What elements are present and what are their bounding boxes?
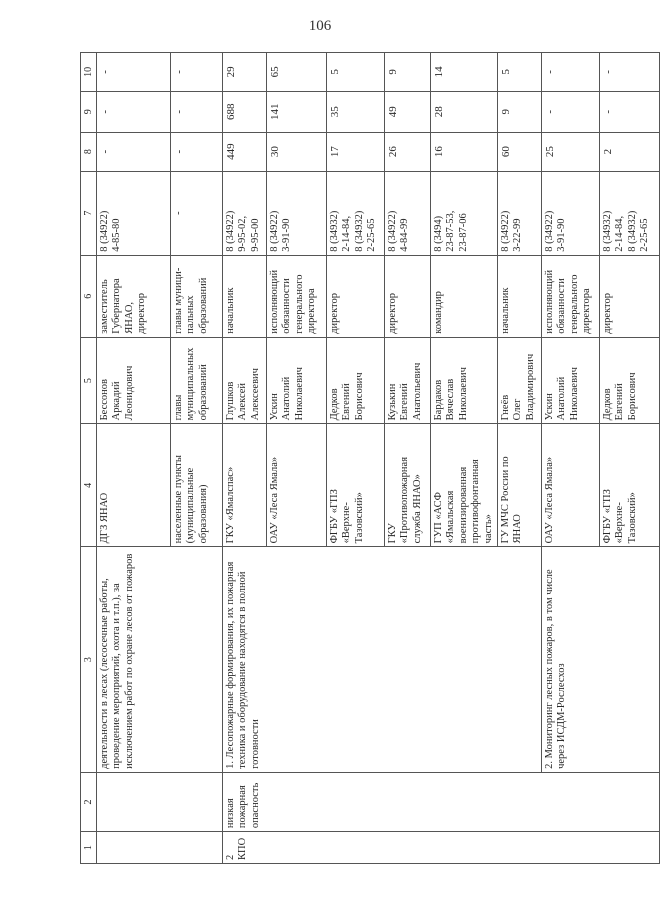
text-line: «Верхне- xyxy=(341,502,353,544)
cell-col10: - xyxy=(171,53,223,92)
cell-organization: ОАУ «Леса Ямала» xyxy=(267,424,327,547)
text-line: ЯНАО, xyxy=(123,301,135,334)
cell-organization xyxy=(431,424,498,547)
text-line: Ускин xyxy=(543,393,555,421)
text-line: «Ямальская xyxy=(445,490,457,544)
text-line: муниципальных xyxy=(185,347,197,421)
text-line: Анатольевич xyxy=(411,362,423,421)
text-line: исполняющий xyxy=(269,269,280,334)
cell-col10: 65 xyxy=(267,53,327,92)
cell-col8: 60 xyxy=(497,132,541,171)
text-line: Борисович xyxy=(626,372,638,421)
text-line: Евгений xyxy=(614,383,626,421)
text-line: ГКУ xyxy=(387,523,398,544)
text-line: образований xyxy=(197,364,209,421)
table-row xyxy=(541,53,599,864)
text-line: Губернатора xyxy=(111,278,123,334)
cell-position: начальник xyxy=(497,255,541,337)
text-line: генерального xyxy=(568,274,580,334)
cell-col9: 141 xyxy=(267,91,327,132)
text-line: 9-95-02, xyxy=(237,215,249,252)
text-line: Вячеслав xyxy=(445,378,457,421)
cell-col8: 16 xyxy=(431,132,498,171)
text-line: Бардаков xyxy=(433,379,444,421)
header-cell: 10 xyxy=(81,53,97,92)
page-number: 106 xyxy=(308,18,332,34)
cell-organization: ОАУ «Леса Ямала» xyxy=(541,424,599,547)
text-line: пальных xyxy=(185,295,197,334)
text-line: Глушков xyxy=(225,381,236,421)
text-line: Олег xyxy=(512,398,524,421)
cell-col8: - xyxy=(97,132,171,171)
cell-phone xyxy=(431,171,498,255)
cell-col8: 25 xyxy=(541,132,599,171)
text-line: 23-87-06 xyxy=(457,213,469,252)
header-cell: 7 xyxy=(81,171,97,255)
text-line: Анатолий xyxy=(556,376,568,421)
text-line: Дедков xyxy=(601,388,613,421)
cell-position: начальник xyxy=(223,255,267,337)
cell-col8: 30 xyxy=(267,132,327,171)
cell-col1 xyxy=(97,832,223,864)
cell-person xyxy=(541,337,599,424)
cell-phone xyxy=(541,171,599,255)
fire-hazard-table xyxy=(80,52,660,864)
text-line: 4-84-99 xyxy=(399,218,411,252)
text-line: низкая xyxy=(225,798,236,829)
text-line: генерального xyxy=(293,274,305,334)
cell-phone xyxy=(97,171,171,255)
table-frame xyxy=(80,52,650,864)
text-line: опасность xyxy=(249,782,261,829)
text-line: исполняющий xyxy=(543,269,555,334)
cell-col10: 29 xyxy=(223,53,267,92)
cell-col9: - xyxy=(541,91,599,132)
text-line: часть» xyxy=(482,514,494,544)
text-line: 8 (34932) xyxy=(353,210,365,252)
cell-col9: - xyxy=(97,91,171,132)
cell-col10: - xyxy=(599,53,659,92)
cell-hazard-level xyxy=(223,772,660,831)
text-line: Тазовский» xyxy=(626,492,638,544)
text-line: 8 (34932) xyxy=(601,210,613,252)
text-line: главы муници- xyxy=(173,267,184,334)
header-cell: 3 xyxy=(81,547,97,773)
text-line: служба ЯНАО» xyxy=(411,474,423,544)
text-line: Анатолий xyxy=(281,376,293,421)
text-line: 23-87-53, xyxy=(445,210,457,252)
cell-class-code: 2 КПО xyxy=(223,832,660,864)
cell-col10: - xyxy=(541,53,599,92)
text-line: Кузькин xyxy=(387,383,398,421)
text-line: Николаевич xyxy=(568,367,580,421)
text-line: 3-91-90 xyxy=(556,218,568,252)
text-line: 8 (34932) xyxy=(626,210,638,252)
text-line: заместитель xyxy=(99,279,110,334)
text-line: Леонидович xyxy=(123,365,135,421)
cell-organization xyxy=(327,424,385,547)
text-line: главы xyxy=(173,394,184,421)
text-line: образований xyxy=(197,277,209,334)
cell-col10: 9 xyxy=(385,53,431,92)
cell-col9: 688 xyxy=(223,91,267,132)
cell-person xyxy=(599,337,659,424)
cell-organization xyxy=(599,424,659,547)
cell-col10: - xyxy=(97,53,171,92)
cell-position xyxy=(171,255,223,337)
cell-col8: - xyxy=(171,132,223,171)
cell-measure-1: 1. Лесопожарные формирования, их пожарная техника и оборудование находятся в полной готовности xyxy=(223,547,542,773)
text-line: Николаевич xyxy=(457,367,469,421)
text-line: Евгений xyxy=(341,383,353,421)
header-cell: 4 xyxy=(81,424,97,547)
text-line: Ускин xyxy=(269,393,280,421)
cell-position xyxy=(267,255,327,337)
text-line: Аркадий xyxy=(111,381,123,421)
cell-position: директор xyxy=(599,255,659,337)
cell-col2 xyxy=(97,772,223,831)
text-line: 8 (3494) xyxy=(433,215,444,252)
cell-person xyxy=(97,337,171,424)
text-line: 8 (34922) xyxy=(499,210,511,252)
text-line: 8 (34932) xyxy=(329,210,340,252)
cell-col9: 35 xyxy=(327,91,385,132)
text-line: ГУП «АСФ xyxy=(433,492,444,544)
cell-col9: - xyxy=(171,91,223,132)
text-line: Евгений xyxy=(399,383,411,421)
text-line: Николаевич xyxy=(293,367,305,421)
text-line: ЯНАО xyxy=(512,514,524,544)
cell-person xyxy=(171,337,223,424)
cell-organization: ДГЗ ЯНАО xyxy=(97,424,171,547)
text-line: Тазовский» xyxy=(353,492,365,544)
header-cell: 5 xyxy=(81,337,97,424)
cell-phone xyxy=(267,171,327,255)
cell-phone xyxy=(385,171,431,255)
text-line: обязанности xyxy=(556,278,568,334)
table-row xyxy=(223,53,267,864)
cell-col9: 28 xyxy=(431,91,498,132)
cell-col3-activity: деятельности в лесах (лесосечные работы, проведение мероприятий, охота и т.п.), за исключением работ по охране лесов от пожаров xyxy=(97,547,223,773)
text-line: 8 (34922) xyxy=(269,210,280,252)
text-line: 9-95-00 xyxy=(249,218,261,252)
text-line: директора xyxy=(306,288,318,334)
rotated-table-container xyxy=(80,52,650,864)
text-line: ФГБУ «ГПЗ xyxy=(329,489,340,544)
text-line: «Верхне- xyxy=(614,502,626,544)
text-line: 8 (34922) xyxy=(387,210,398,252)
cell-person xyxy=(327,337,385,424)
cell-position: директор xyxy=(385,255,431,337)
cell-phone: - xyxy=(171,171,223,255)
cell-measure-2: 2. Мониторинг лесных пожаров, в том числе через ИСДМ-Рослесхоз xyxy=(541,547,659,773)
cell-person xyxy=(223,337,267,424)
text-line: Алексей xyxy=(237,382,249,421)
cell-col10: 5 xyxy=(497,53,541,92)
text-line: 3-91-90 xyxy=(281,218,293,252)
text-line: 8 (34922) xyxy=(225,210,236,252)
cell-phone xyxy=(497,171,541,255)
cell-organization: населенные пункты (муниципальные образования) xyxy=(171,424,223,547)
cell-col9: 49 xyxy=(385,91,431,132)
header-row xyxy=(81,53,97,864)
cell-person xyxy=(267,337,327,424)
cell-col9: - xyxy=(599,91,659,132)
text-line: обязанности xyxy=(281,278,293,334)
text-line: директора xyxy=(581,288,592,334)
cell-position: директор xyxy=(327,255,385,337)
text-line: 2-14-84, xyxy=(614,215,626,252)
text-line: ГУ МЧС России по xyxy=(499,456,511,544)
text-line: директор xyxy=(136,293,148,334)
text-line: 2-25-65 xyxy=(366,218,378,252)
header-cell: 2 xyxy=(81,772,97,831)
cell-person xyxy=(431,337,498,424)
text-line: Бессонов xyxy=(99,379,110,421)
cell-col8: 17 xyxy=(327,132,385,171)
text-line: противофонтанная xyxy=(470,459,482,544)
cell-col9: 9 xyxy=(497,91,541,132)
text-line: Борисович xyxy=(353,372,365,421)
text-line: пожарная xyxy=(237,785,249,829)
cell-position xyxy=(97,255,171,337)
cell-col10: 5 xyxy=(327,53,385,92)
text-line: 8 (34922) xyxy=(99,210,110,252)
header-cell: 9 xyxy=(81,91,97,132)
cell-organization: ГКУ «Ямалспас» xyxy=(223,424,267,547)
text-line: военизированная xyxy=(457,466,469,544)
cell-position: командир xyxy=(431,255,498,337)
cell-phone xyxy=(599,171,659,255)
text-line: ФГБУ «ГПЗ xyxy=(601,489,613,544)
text-line: 4-85-80 xyxy=(111,218,123,252)
cell-col10: 14 xyxy=(431,53,498,92)
text-line: 2-25-65 xyxy=(639,218,650,252)
cell-col8: 26 xyxy=(385,132,431,171)
cell-organization xyxy=(497,424,541,547)
cell-position xyxy=(541,255,599,337)
text-line: «Противопожарная xyxy=(399,456,411,544)
cell-phone xyxy=(223,171,267,255)
header-cell: 8 xyxy=(81,132,97,171)
cell-col8: 2 xyxy=(599,132,659,171)
cell-organization xyxy=(385,424,431,547)
cell-col8: 449 xyxy=(223,132,267,171)
cell-person xyxy=(497,337,541,424)
text-line: Дедков xyxy=(329,388,340,421)
cell-phone xyxy=(327,171,385,255)
text-line: Владимирович xyxy=(524,353,536,421)
header-cell: 6 xyxy=(81,255,97,337)
text-line: Гнеёв xyxy=(499,394,511,421)
text-line: Алексеевич xyxy=(249,368,261,421)
table-row xyxy=(97,53,171,864)
text-line: 3-22-99 xyxy=(512,218,524,252)
text-line: 8 (34922) xyxy=(543,210,555,252)
header-cell: 1 xyxy=(81,832,97,864)
cell-person xyxy=(385,337,431,424)
text-line: 2-14-84, xyxy=(341,215,353,252)
